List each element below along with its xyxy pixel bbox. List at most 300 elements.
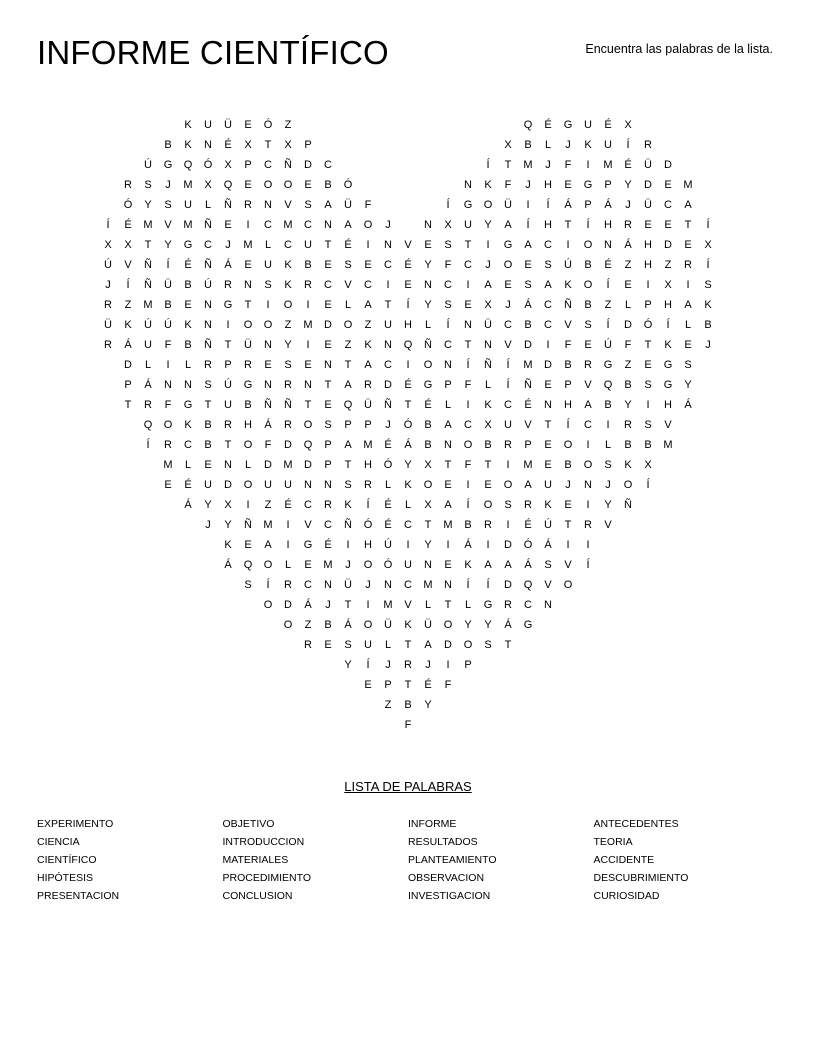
grid-cell: M (523, 159, 533, 171)
grid-cell (318, 115, 338, 135)
grid-cell: S (524, 279, 532, 291)
grid-cell (598, 655, 618, 675)
grid-cell: Q (523, 579, 533, 591)
grid-cell: Ü (644, 159, 652, 171)
grid-cell: I (586, 499, 590, 511)
grid-cell (678, 675, 698, 695)
grid-cell: Í (146, 439, 150, 451)
grid-cell: H (664, 399, 672, 411)
grid-cell: K (564, 279, 572, 291)
grid-cell: K (464, 559, 472, 571)
grid-cell: T (244, 299, 252, 311)
word-list-column (223, 815, 409, 905)
grid-cell: T (204, 399, 212, 411)
grid-cell: Ñ (624, 499, 632, 511)
grid-cell: K (124, 319, 132, 331)
grid-cell: S (324, 419, 332, 431)
grid-cell (178, 655, 198, 675)
grid-cell: P (244, 159, 252, 171)
grid-cell (138, 115, 158, 135)
grid-cell: V (404, 239, 412, 251)
grid-cell: M (143, 299, 153, 311)
grid-cell (638, 635, 658, 655)
grid-cell: S (444, 239, 452, 251)
grid-cell: R (324, 499, 332, 511)
grid-cell: E (264, 359, 272, 371)
grid-cell: X (704, 239, 712, 251)
grid-cell: Ó (383, 559, 393, 571)
grid-cell: X (224, 159, 232, 171)
grid-cell: O (563, 439, 573, 451)
grid-cell: F (564, 159, 572, 171)
grid-cell: U (364, 639, 372, 651)
grid-cell: N (384, 339, 392, 351)
grid-cell: H (564, 399, 572, 411)
grid-cell: M (363, 439, 373, 451)
grid-cell: L (604, 439, 612, 451)
grid-cell: B (584, 259, 592, 271)
grid-cell: X (124, 239, 132, 251)
word-item: PLANTEAMIENTO (408, 854, 497, 866)
grid-cell (698, 595, 718, 615)
grid-cell: B (424, 419, 432, 431)
grid-cell (278, 715, 298, 735)
grid-cell: A (424, 639, 432, 651)
grid-cell (218, 655, 238, 675)
grid-cell (478, 675, 498, 695)
grid-cell: B (484, 439, 492, 451)
grid-cell (218, 615, 238, 635)
grid-cell (518, 715, 538, 735)
grid-cell: M (663, 439, 673, 451)
grid-cell: Ü (344, 579, 352, 591)
grid-cell: Z (364, 319, 372, 331)
grid-cell: B (644, 439, 652, 451)
grid-cell: U (504, 419, 512, 431)
grid-cell (158, 555, 178, 575)
grid-cell: J (565, 479, 571, 491)
grid-cell: Í (566, 419, 570, 431)
grid-cell: K (484, 179, 492, 191)
grid-cell: I (386, 279, 390, 291)
grid-cell (238, 655, 258, 675)
grid-cell: E (324, 639, 332, 651)
grid-cell (478, 715, 498, 735)
grid-cell: A (324, 199, 332, 211)
grid-cell (238, 715, 258, 735)
grid-cell: B (324, 179, 332, 191)
grid-cell (558, 695, 578, 715)
grid-cell: S (484, 639, 492, 651)
grid-cell: Ñ (524, 379, 532, 391)
grid-cell: P (304, 139, 312, 151)
grid-cell: C (404, 519, 412, 531)
grid-cell: Ñ (264, 399, 272, 411)
grid-cell: S (344, 639, 352, 651)
grid-cell: R (124, 179, 132, 191)
grid-cell: O (243, 319, 253, 331)
grid-cell: H (644, 239, 652, 251)
grid-cell: R (284, 419, 292, 431)
grid-cell (498, 715, 518, 735)
grid-cell: A (364, 359, 372, 371)
grid-cell: H (404, 319, 412, 331)
grid-cell (318, 675, 338, 695)
grid-cell: C (584, 419, 592, 431)
grid-cell: K (484, 399, 492, 411)
grid-cell: Í (266, 579, 270, 591)
grid-cell (638, 715, 658, 735)
grid-cell: D (384, 379, 392, 391)
grid-cell (118, 415, 138, 435)
grid-cell: V (564, 319, 572, 331)
grid-cell (158, 595, 178, 615)
grid-cell: M (303, 319, 313, 331)
grid-cell (238, 595, 258, 615)
grid-cell (698, 515, 718, 535)
grid-cell: Ñ (384, 399, 392, 411)
grid-cell: M (283, 219, 293, 231)
grid-cell: I (366, 239, 370, 251)
grid-cell: Ú (384, 539, 392, 551)
grid-cell: D (284, 599, 292, 611)
grid-cell: N (584, 479, 592, 491)
grid-cell: I (366, 599, 370, 611)
grid-cell (398, 175, 418, 195)
grid-cell (678, 595, 698, 615)
grid-cell: O (263, 179, 273, 191)
grid-cell: O (423, 479, 433, 491)
grid-cell (658, 595, 678, 615)
grid-cell: Y (424, 539, 432, 551)
grid-cell: C (544, 299, 552, 311)
grid-cell: B (464, 519, 472, 531)
grid-cell: H (364, 459, 372, 471)
grid-cell: V (564, 559, 572, 571)
grid-cell: R (224, 279, 232, 291)
grid-cell: Í (106, 219, 110, 231)
grid-cell (158, 495, 178, 515)
grid-cell: E (684, 339, 692, 351)
grid-cell: N (444, 439, 452, 451)
grid-cell (418, 195, 438, 215)
grid-cell: R (284, 379, 292, 391)
word-item: CIENTÍFICO (37, 854, 97, 866)
grid-cell: P (224, 359, 232, 371)
grid-cell (138, 455, 158, 475)
grid-cell: Í (526, 219, 530, 231)
grid-cell: T (404, 679, 412, 691)
grid-cell: L (404, 499, 412, 511)
grid-cell (258, 635, 278, 655)
grid-cell: E (444, 479, 452, 491)
grid-cell (138, 535, 158, 555)
grid-cell: D (224, 479, 232, 491)
grid-cell (198, 675, 218, 695)
grid-cell: G (223, 299, 233, 311)
grid-cell: P (324, 459, 332, 471)
grid-cell: M (683, 179, 693, 191)
grid-cell (418, 135, 438, 155)
grid-cell: B (564, 459, 572, 471)
grid-cell: Ñ (284, 159, 292, 171)
grid-cell: P (124, 379, 132, 391)
grid-cell: Ü (164, 279, 172, 291)
grid-cell (658, 675, 678, 695)
grid-cell: O (263, 599, 273, 611)
grid-cell: E (564, 179, 572, 191)
grid-cell (338, 155, 358, 175)
grid-cell: E (304, 559, 312, 571)
grid-cell (578, 635, 598, 655)
grid-cell (558, 615, 578, 635)
grid-cell (198, 615, 218, 635)
grid-cell: K (184, 419, 192, 431)
grid-cell (618, 595, 638, 615)
grid-row (98, 555, 718, 575)
grid-cell: É (604, 259, 612, 271)
grid-cell: B (404, 699, 412, 711)
grid-cell: I (406, 539, 410, 551)
grid-cell: E (624, 279, 632, 291)
grid-cell: X (624, 119, 632, 131)
grid-cell: G (163, 159, 173, 171)
grid-cell: E (364, 679, 372, 691)
grid-cell (458, 115, 478, 135)
grid-cell: K (624, 459, 632, 471)
grid-cell: Í (446, 199, 450, 211)
grid-cell (138, 695, 158, 715)
grid-cell: I (466, 399, 470, 411)
grid-cell: N (544, 599, 552, 611)
grid-cell: T (124, 399, 132, 411)
grid-cell: I (246, 219, 250, 231)
grid-cell (518, 675, 538, 695)
grid-cell: P (444, 379, 452, 391)
grid-cell (138, 515, 158, 535)
grid-cell: I (506, 459, 510, 471)
grid-cell: N (184, 379, 192, 391)
grid-cell (638, 115, 658, 135)
grid-cell (118, 555, 138, 575)
grid-cell (178, 575, 198, 595)
grid-cell (678, 455, 698, 475)
grid-row (98, 575, 718, 595)
grid-cell (658, 635, 678, 655)
grid-cell (398, 215, 418, 235)
grid-cell (478, 655, 498, 675)
grid-cell: G (243, 379, 253, 391)
grid-cell: L (464, 599, 472, 611)
grid-cell: R (104, 299, 112, 311)
grid-cell (98, 675, 118, 695)
grid-cell (698, 435, 718, 455)
grid-cell: Í (586, 219, 590, 231)
grid-cell: H (604, 219, 612, 231)
grid-cell: Í (466, 359, 470, 371)
grid-cell: X (664, 279, 672, 291)
grid-cell (98, 475, 118, 495)
grid-cell (698, 635, 718, 655)
grid-cell: S (284, 359, 292, 371)
grid-cell: T (404, 639, 412, 651)
grid-cell (418, 715, 438, 735)
grid-cell: C (464, 419, 472, 431)
grid-cell: S (644, 379, 652, 391)
grid-cell: I (486, 239, 490, 251)
grid-cell (498, 675, 518, 695)
grid-cell: P (344, 419, 352, 431)
grid-cell (338, 135, 358, 155)
grid-cell: T (224, 439, 232, 451)
grid-cell: A (264, 539, 272, 551)
grid-cell (518, 695, 538, 715)
grid-cell (158, 115, 178, 135)
grid-cell (118, 675, 138, 695)
grid-cell: S (604, 459, 612, 471)
grid-cell: N (384, 239, 392, 251)
grid-cell: C (304, 579, 312, 591)
grid-cell: K (284, 259, 292, 271)
grid-cell: Í (546, 199, 550, 211)
grid-cell (118, 715, 138, 735)
grid-cell: Ñ (424, 339, 432, 351)
grid-cell: Ü (484, 319, 492, 331)
grid-cell: Í (126, 279, 130, 291)
grid-cell: G (563, 119, 573, 131)
grid-cell: Ñ (204, 339, 212, 351)
grid-cell (678, 695, 698, 715)
grid-cell: I (466, 279, 470, 291)
grid-cell (358, 135, 378, 155)
grid-cell: J (365, 579, 371, 591)
grid-cell (118, 615, 138, 635)
grid-cell: Ú (144, 319, 152, 331)
grid-cell (258, 655, 278, 675)
grid-cell: N (304, 479, 312, 491)
grid-cell: Ü (644, 199, 652, 211)
grid-cell: A (444, 499, 452, 511)
grid-row (98, 435, 718, 455)
grid-cell: Á (344, 619, 352, 631)
grid-cell (638, 535, 658, 555)
grid-row (98, 515, 718, 535)
grid-cell: J (625, 199, 631, 211)
grid-cell: F (504, 179, 512, 191)
grid-cell: S (584, 319, 592, 331)
grid-cell (358, 115, 378, 135)
grid-cell (598, 695, 618, 715)
grid-cell (138, 135, 158, 155)
grid-cell (98, 155, 118, 175)
grid-cell: R (404, 659, 412, 671)
grid-cell (698, 455, 718, 475)
grid-cell: M (523, 359, 533, 371)
grid-cell: I (546, 339, 550, 351)
grid-cell (618, 655, 638, 675)
grid-cell (638, 515, 658, 535)
grid-cell: P (364, 419, 372, 431)
grid-cell: D (304, 459, 312, 471)
grid-cell: N (204, 319, 212, 331)
grid-cell: R (244, 359, 252, 371)
grid-cell: V (164, 219, 172, 231)
grid-cell: E (224, 219, 232, 231)
grid-cell: I (506, 519, 510, 531)
grid-cell: T (504, 639, 512, 651)
page-title: INFORME CIENTÍFICO (37, 34, 389, 71)
grid-cell: Á (684, 399, 692, 411)
grid-cell: L (384, 639, 392, 651)
grid-cell: B (624, 439, 632, 451)
grid-cell (698, 575, 718, 595)
grid-cell: U (184, 199, 192, 211)
grid-cell: R (684, 259, 692, 271)
grid-cell: R (504, 439, 512, 451)
grid-cell: D (664, 239, 672, 251)
grid-cell: F (464, 379, 472, 391)
grid-cell: V (304, 519, 312, 531)
grid-cell (158, 515, 178, 535)
grid-cell (678, 555, 698, 575)
grid-cell (478, 135, 498, 155)
grid-cell (698, 555, 718, 575)
grid-cell: Ñ (204, 219, 212, 231)
grid-cell (278, 675, 298, 695)
grid-cell (138, 615, 158, 635)
grid-cell: S (264, 279, 272, 291)
grid-cell (158, 695, 178, 715)
word-item: CURIOSIDAD (593, 890, 660, 902)
grid-cell (618, 535, 638, 555)
grid-cell: F (164, 399, 172, 411)
grid-cell (98, 495, 118, 515)
grid-cell: S (704, 279, 712, 291)
grid-cell: C (544, 319, 552, 331)
grid-cell: S (144, 179, 152, 191)
grid-cell: K (184, 139, 192, 151)
grid-cell: I (306, 339, 310, 351)
grid-cell (338, 695, 358, 715)
grid-cell (278, 655, 298, 675)
grid-cell: S (544, 259, 552, 271)
grid-cell (198, 655, 218, 675)
grid-cell: U (204, 479, 212, 491)
grid-cell (138, 655, 158, 675)
grid-cell: É (524, 399, 532, 411)
grid-cell: R (484, 519, 492, 531)
grid-cell: R (304, 279, 312, 291)
grid-cell: O (563, 579, 573, 591)
word-item: MATERIALES (222, 854, 289, 866)
grid-row (98, 415, 718, 435)
grid-cell: T (424, 519, 432, 531)
grid-cell: R (624, 219, 632, 231)
grid-cell: S (444, 299, 452, 311)
grid-row (98, 255, 718, 275)
grid-cell: R (204, 359, 212, 371)
grid-cell (378, 715, 398, 735)
grid-cell: E (524, 259, 532, 271)
grid-cell (678, 515, 698, 535)
grid-cell (258, 715, 278, 735)
grid-cell: I (486, 539, 490, 551)
grid-cell (178, 675, 198, 695)
grid-cell (578, 655, 598, 675)
grid-row (98, 715, 718, 735)
grid-cell: Í (606, 319, 610, 331)
grid-cell (658, 455, 678, 475)
